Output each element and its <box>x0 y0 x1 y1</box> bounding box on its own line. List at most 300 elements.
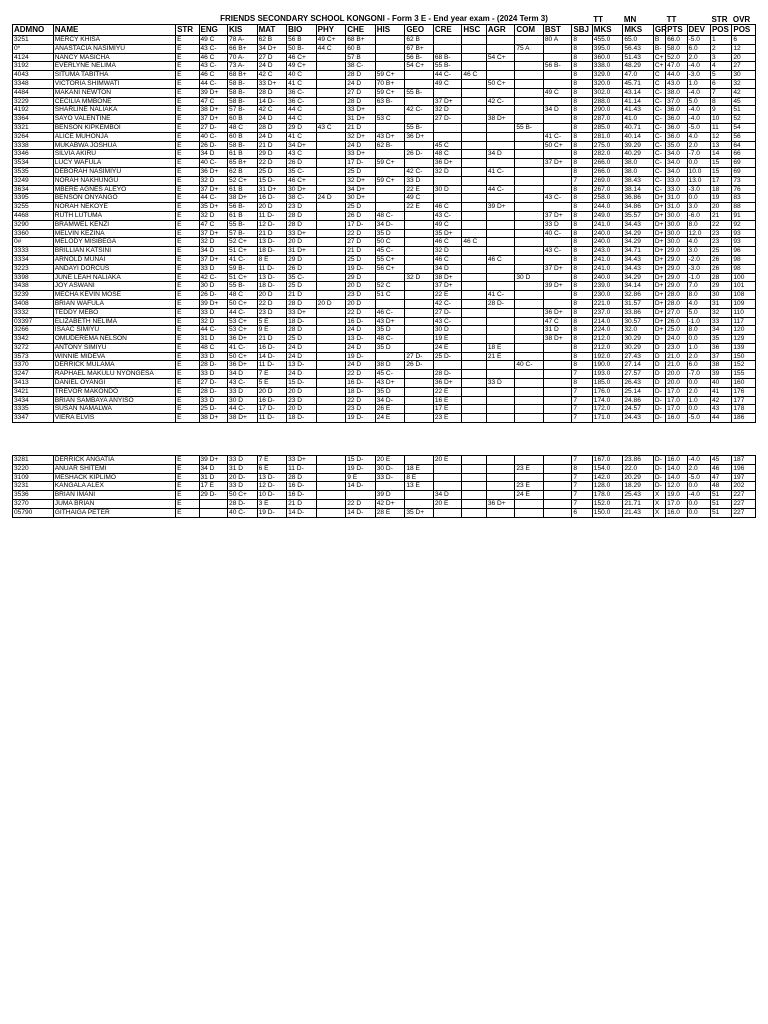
table-cell: 8 <box>572 44 592 53</box>
table-cell: 8 <box>572 343 592 352</box>
table-cell: EVERLYNE NELIMA <box>53 62 175 71</box>
table-cell <box>375 167 405 176</box>
table-cell: 36 D+ <box>433 379 462 388</box>
table-cell: 155 <box>732 370 756 379</box>
table-cell: E <box>176 282 199 291</box>
column-header: STR <box>176 25 199 36</box>
table-cell: 38.43 <box>623 176 654 185</box>
table-cell: VICTORIA SHIMWATI <box>53 79 175 88</box>
table-cell: 23 D <box>346 291 376 300</box>
table-cell: 6 <box>572 508 592 517</box>
column-header: MKS <box>623 25 654 36</box>
table-cell: 32.86 <box>623 291 654 300</box>
table-cell <box>486 264 515 273</box>
table-cell: 50 B- <box>287 44 317 53</box>
table-cell: 58.0 <box>666 44 687 53</box>
table-cell: 29 <box>710 282 731 291</box>
table-cell: MECHA KEVIN MOSE <box>53 291 175 300</box>
column-header: POS <box>710 25 731 36</box>
table-cell: 37 D+ <box>199 115 228 124</box>
table-cell: 22 D <box>346 396 376 405</box>
table-cell: -7.0 <box>687 370 710 379</box>
table-cell: E <box>176 211 199 220</box>
table-cell <box>316 141 346 150</box>
table-cell: 31 D+ <box>257 185 287 194</box>
table-cell: 177 <box>732 396 756 405</box>
table-cell: 27 D- <box>199 123 228 132</box>
table-cell <box>405 308 434 317</box>
table-row <box>13 53 756 62</box>
table-cell: 31 D <box>543 326 572 335</box>
table-cell: D+ <box>653 326 665 335</box>
table-cell: 39 D+ <box>199 299 228 308</box>
table-cell: 46 C <box>462 238 486 247</box>
table-cell: 57 B <box>346 53 376 62</box>
table-cell: 20 <box>710 203 731 212</box>
table-cell: 8 <box>572 150 592 159</box>
table-cell: 31 D+ <box>346 115 376 124</box>
table-cell: E <box>176 405 199 414</box>
table-cell: 46 C <box>433 203 462 212</box>
table-cell <box>486 464 515 473</box>
table-cell <box>515 308 544 317</box>
table-cell: 43 D+ <box>375 132 405 141</box>
table-cell: 8.0 <box>687 291 710 300</box>
table-cell: 320.0 <box>592 79 623 88</box>
table-cell: 128.0 <box>592 482 623 491</box>
table-cell: 20.0 <box>666 379 687 388</box>
table-cell: E <box>176 264 199 273</box>
sheet-title: FRIENDS SECONDARY SCHOOL KONGONI - Form 3 E - End year exam - (2024 Term 3) <box>220 14 548 23</box>
table-cell: 22 D <box>346 500 376 509</box>
table-cell <box>316 238 346 247</box>
table-cell: 26 D <box>287 159 317 168</box>
table-cell: 16.0 <box>666 414 687 423</box>
table-cell: 34 D <box>199 247 228 256</box>
table-cell <box>486 176 515 185</box>
table-cell: 8 <box>572 238 592 247</box>
table-cell: E <box>176 194 199 203</box>
table-cell: 56.43 <box>623 44 654 53</box>
table-cell <box>543 53 572 62</box>
table-cell <box>405 264 434 273</box>
table-cell: 52 <box>732 115 756 124</box>
table-cell: 45 <box>710 456 731 465</box>
table-cell: 282.0 <box>592 150 623 159</box>
table-cell: D <box>653 379 665 388</box>
table-cell: 3229 <box>13 97 54 106</box>
table-cell: 96 <box>732 247 756 256</box>
table-cell: 3290 <box>13 220 54 229</box>
table-row <box>13 36 756 45</box>
table-cell: 34.86 <box>623 203 654 212</box>
table-cell: 4192 <box>13 106 54 115</box>
table-cell: E <box>176 291 199 300</box>
table-cell: 30 D <box>433 326 462 335</box>
table-cell: 29 D <box>287 123 317 132</box>
table-cell: 39 <box>710 370 731 379</box>
table-cell: D+ <box>653 264 665 273</box>
table-cell: 26 D- <box>405 150 434 159</box>
table-cell: 21 D <box>257 335 287 344</box>
table-cell: 7 <box>572 176 592 185</box>
table-cell: -6.0 <box>687 211 710 220</box>
table-cell: 8 <box>572 141 592 150</box>
table-cell: 26.0 <box>666 317 687 326</box>
table-cell: 3413 <box>13 379 54 388</box>
table-cell: 24 D <box>346 79 376 88</box>
table-cell: 34 <box>710 326 731 335</box>
table-cell <box>543 482 572 491</box>
table-cell <box>462 255 486 264</box>
table-cell <box>199 508 228 517</box>
table-cell <box>515 141 544 150</box>
table-cell: 38 D+ <box>433 273 462 282</box>
table-cell <box>543 473 572 482</box>
table-cell <box>515 150 544 159</box>
table-cell: 45 C- <box>375 247 405 256</box>
table-cell <box>375 482 405 491</box>
table-cell <box>462 264 486 273</box>
table-cell: 26 <box>710 255 731 264</box>
table-cell: 21.0 <box>666 361 687 370</box>
table-cell <box>462 115 486 124</box>
table-cell: C+ <box>653 62 665 71</box>
table-cell <box>486 456 515 465</box>
table-cell: 9 <box>710 106 731 115</box>
table-cell: 45 <box>732 97 756 106</box>
table-cell: 69 <box>732 167 756 176</box>
table-cell: 12.0 <box>687 229 710 238</box>
table-row <box>13 326 756 335</box>
table-cell <box>486 62 515 71</box>
table-cell: 20 E <box>433 456 462 465</box>
table-cell: 8 <box>572 115 592 124</box>
table-cell: D <box>653 343 665 352</box>
table-cell: E <box>176 132 199 141</box>
table-cell: 14 <box>710 150 731 159</box>
table-row <box>13 273 756 282</box>
table-cell: 24 D <box>257 62 287 71</box>
table-cell: 16.0 <box>666 508 687 517</box>
table-cell: 42 <box>732 88 756 97</box>
table-cell: 55 B- <box>515 123 544 132</box>
table-cell: 3 <box>710 53 731 62</box>
table-cell: 20 E <box>433 500 462 509</box>
table-cell <box>405 326 434 335</box>
table-cell: E <box>176 176 199 185</box>
table-cell: 24 D <box>346 326 376 335</box>
table-row <box>13 229 756 238</box>
table-cell: 178.0 <box>592 491 623 500</box>
table-cell <box>462 247 486 256</box>
table-cell <box>316 387 346 396</box>
table-cell: 28 D <box>346 71 376 80</box>
table-cell: 24 D <box>346 141 376 150</box>
table-cell: 41 C- <box>486 291 515 300</box>
table-cell: 9 E <box>257 326 287 335</box>
table-row <box>13 335 756 344</box>
table-cell: E <box>176 273 199 282</box>
table-cell: E <box>176 115 199 124</box>
table-cell: 0.0 <box>687 500 710 509</box>
table-cell: 35 D <box>375 387 405 396</box>
table-cell: 83 <box>732 194 756 203</box>
table-cell <box>316 291 346 300</box>
table-cell: 19 D- <box>346 264 376 273</box>
column-header: DEV <box>687 25 710 36</box>
table-cell: 38 D+ <box>199 106 228 115</box>
table-cell <box>316 132 346 141</box>
table-cell: NORAH NAKHUNGU <box>53 176 175 185</box>
table-cell: E <box>176 500 199 509</box>
table-cell: 174.0 <box>592 396 623 405</box>
table-cell: C- <box>653 132 665 141</box>
table-cell: 8 <box>572 255 592 264</box>
table-cell: 8 <box>572 97 592 106</box>
table-cell: 41 C- <box>228 343 258 352</box>
table-cell: 75 A <box>515 44 544 53</box>
table-cell: 32 D <box>433 106 462 115</box>
table-cell <box>433 482 462 491</box>
table-cell: 38.0 <box>623 159 654 168</box>
table-cell <box>316 167 346 176</box>
table-cell: 269.0 <box>592 176 623 185</box>
table-cell: 5 E <box>257 379 287 388</box>
table-cell: E <box>176 508 199 517</box>
table-cell: C- <box>653 176 665 185</box>
table-cell: 3272 <box>13 343 54 352</box>
table-cell: E <box>176 299 199 308</box>
table-cell: 46 C- <box>375 308 405 317</box>
table-cell: 21 D <box>346 247 376 256</box>
table-cell: 67 B+ <box>405 44 434 53</box>
table-cell: 46 C+ <box>287 176 317 185</box>
table-cell: 3335 <box>13 405 54 414</box>
table-cell: 11 D- <box>257 264 287 273</box>
header-row <box>13 25 756 36</box>
table-cell: 5 E <box>257 317 287 326</box>
table-cell: 34 D <box>433 264 462 273</box>
table-cell: 45.71 <box>623 79 654 88</box>
table-cell: 360.0 <box>592 53 623 62</box>
table-cell: 48 C- <box>375 211 405 220</box>
table-cell: 42 <box>710 396 731 405</box>
table-cell: 249.0 <box>592 211 623 220</box>
table-cell <box>515 326 544 335</box>
table-cell: 6 <box>710 79 731 88</box>
table-cell: 31 D <box>199 335 228 344</box>
table-cell: 8 <box>572 326 592 335</box>
table-cell: 3270 <box>13 500 54 509</box>
table-cell: 34.0 <box>666 159 687 168</box>
table-cell <box>486 123 515 132</box>
table-cell: 16 D- <box>287 482 317 491</box>
table-cell: 29.0 <box>666 273 687 282</box>
table-cell: C- <box>653 150 665 159</box>
group-header: MN <box>623 14 637 24</box>
table-cell: 22.0 <box>623 464 654 473</box>
table-cell: 2.0 <box>687 464 710 473</box>
table-row <box>13 414 756 423</box>
table-cell: 1 <box>710 36 731 45</box>
table-cell: 38.14 <box>623 185 654 194</box>
table-cell: 33 D <box>199 370 228 379</box>
table-cell: 7 <box>572 482 592 491</box>
table-cell <box>462 123 486 132</box>
table-cell: 18 D- <box>346 387 376 396</box>
table-cell: 43 <box>710 405 731 414</box>
table-cell: E <box>176 335 199 344</box>
table-cell <box>462 326 486 335</box>
table-cell: 14 D- <box>287 508 317 517</box>
table-cell: 40.71 <box>623 123 654 132</box>
table-cell: 34 D <box>228 370 258 379</box>
table-cell <box>316 62 346 71</box>
table-cell: C- <box>653 106 665 115</box>
table-cell: E <box>176 220 199 229</box>
table-cell: 4 <box>710 62 731 71</box>
table-row <box>13 141 756 150</box>
table-cell: 3438 <box>13 282 54 291</box>
table-row <box>13 88 756 97</box>
table-cell: 27 D <box>346 238 376 247</box>
table-cell <box>405 387 434 396</box>
table-cell <box>375 53 405 62</box>
table-cell: 50 C+ <box>486 79 515 88</box>
table-cell: SHARLINE NALIAKA <box>53 106 175 115</box>
table-cell: 176.0 <box>592 387 623 396</box>
table-cell: 43.0 <box>666 79 687 88</box>
table-cell: SILVIA AKIRU <box>53 150 175 159</box>
table-cell: 281.0 <box>592 132 623 141</box>
table-cell: 43 C- <box>228 379 258 388</box>
table-cell: C- <box>653 141 665 150</box>
table-cell <box>543 238 572 247</box>
table-cell: 287.0 <box>592 115 623 124</box>
table-cell: 23.86 <box>623 456 654 465</box>
table-cell <box>515 194 544 203</box>
table-cell: 2.0 <box>687 387 710 396</box>
table-cell: 24.0 <box>666 335 687 344</box>
table-cell: 18 D- <box>257 282 287 291</box>
table-cell: 30 D- <box>375 464 405 473</box>
table-cell: 31.0 <box>666 194 687 203</box>
table-cell: 57 B- <box>228 229 258 238</box>
table-cell <box>486 335 515 344</box>
table-cell: 47 C <box>199 220 228 229</box>
table-cell: 36 D+ <box>199 167 228 176</box>
table-cell: D+ <box>653 282 665 291</box>
table-cell: 44 C- <box>199 79 228 88</box>
table-cell: 150 <box>732 352 756 361</box>
table-cell: 3264 <box>13 132 54 141</box>
table-cell: 8 <box>710 97 731 106</box>
table-cell: 4468 <box>13 211 54 220</box>
table-cell: CECILIA MMBONE <box>53 97 175 106</box>
table-cell <box>515 97 544 106</box>
table-cell: 8 <box>572 220 592 229</box>
table-cell <box>486 405 515 414</box>
table-cell: 20 <box>732 53 756 62</box>
table-cell: 8 <box>572 123 592 132</box>
table-cell: -3.0 <box>687 71 710 80</box>
table-cell: 3398 <box>13 273 54 282</box>
table-cell: 30 D <box>433 185 462 194</box>
table-cell: 36.0 <box>666 115 687 124</box>
table-cell <box>515 115 544 124</box>
table-cell: 46 C <box>433 238 462 247</box>
table-cell: 70 B+ <box>375 79 405 88</box>
table-cell: 38.0 <box>623 167 654 176</box>
table-cell: 16.0 <box>666 456 687 465</box>
table-cell <box>433 44 462 53</box>
table-cell: 25 D <box>257 167 287 176</box>
table-cell: 93 <box>732 229 756 238</box>
table-cell: 38 D+ <box>199 414 228 423</box>
table-cell <box>316 273 346 282</box>
table-cell: JUNE LEAH NALIAKA <box>53 273 175 282</box>
table-cell <box>515 335 544 344</box>
table-cell: 23.0 <box>666 343 687 352</box>
table-cell: 43 C- <box>433 211 462 220</box>
table-cell: 8 <box>572 211 592 220</box>
table-cell: -4.0 <box>687 491 710 500</box>
table-cell: 23 E <box>515 482 544 491</box>
table-cell: 55 B- <box>228 220 258 229</box>
group-header: OVR <box>732 14 751 24</box>
table-cell: 53 C+ <box>228 317 258 326</box>
table-cell: 28 E <box>375 508 405 517</box>
table-cell: 47 C <box>543 317 572 326</box>
table-cell <box>515 203 544 212</box>
table-row <box>13 185 756 194</box>
table-cell: 154.0 <box>592 464 623 473</box>
table-cell: E <box>176 44 199 53</box>
table-cell: X <box>653 491 665 500</box>
table-cell: 7 <box>572 473 592 482</box>
table-cell <box>316 500 346 509</box>
table-cell: 14 D- <box>257 352 287 361</box>
table-cell: 243.0 <box>592 247 623 256</box>
table-cell: 40 <box>710 379 731 388</box>
table-cell: 34.29 <box>623 273 654 282</box>
table-cell: MAKANI NEWTON <box>53 88 175 97</box>
table-cell: 3634 <box>13 185 54 194</box>
table-cell: 3421 <box>13 387 54 396</box>
table-cell: 7 <box>572 405 592 414</box>
table-cell: 31 D <box>228 464 258 473</box>
table-cell: 19 <box>710 194 731 203</box>
table-cell: 27 D <box>346 88 376 97</box>
table-cell: BRAMWEL KENZI <box>53 220 175 229</box>
table-cell: 44 C <box>287 115 317 124</box>
table-cell: ANUAR SHITEMI <box>53 464 175 473</box>
table-cell: 41.43 <box>623 106 654 115</box>
table-cell: 35 C- <box>287 167 317 176</box>
table-cell: E <box>176 396 199 405</box>
table-cell: 185.0 <box>592 379 623 388</box>
table-cell <box>316 352 346 361</box>
table-cell <box>405 255 434 264</box>
table-cell: 22 E <box>433 387 462 396</box>
table-cell <box>405 115 434 124</box>
table-cell: 8 <box>572 317 592 326</box>
table-cell: 34 D <box>543 106 572 115</box>
table-cell: JOY ASWANI <box>53 282 175 291</box>
table-body-main <box>13 36 756 423</box>
table-cell <box>515 343 544 352</box>
